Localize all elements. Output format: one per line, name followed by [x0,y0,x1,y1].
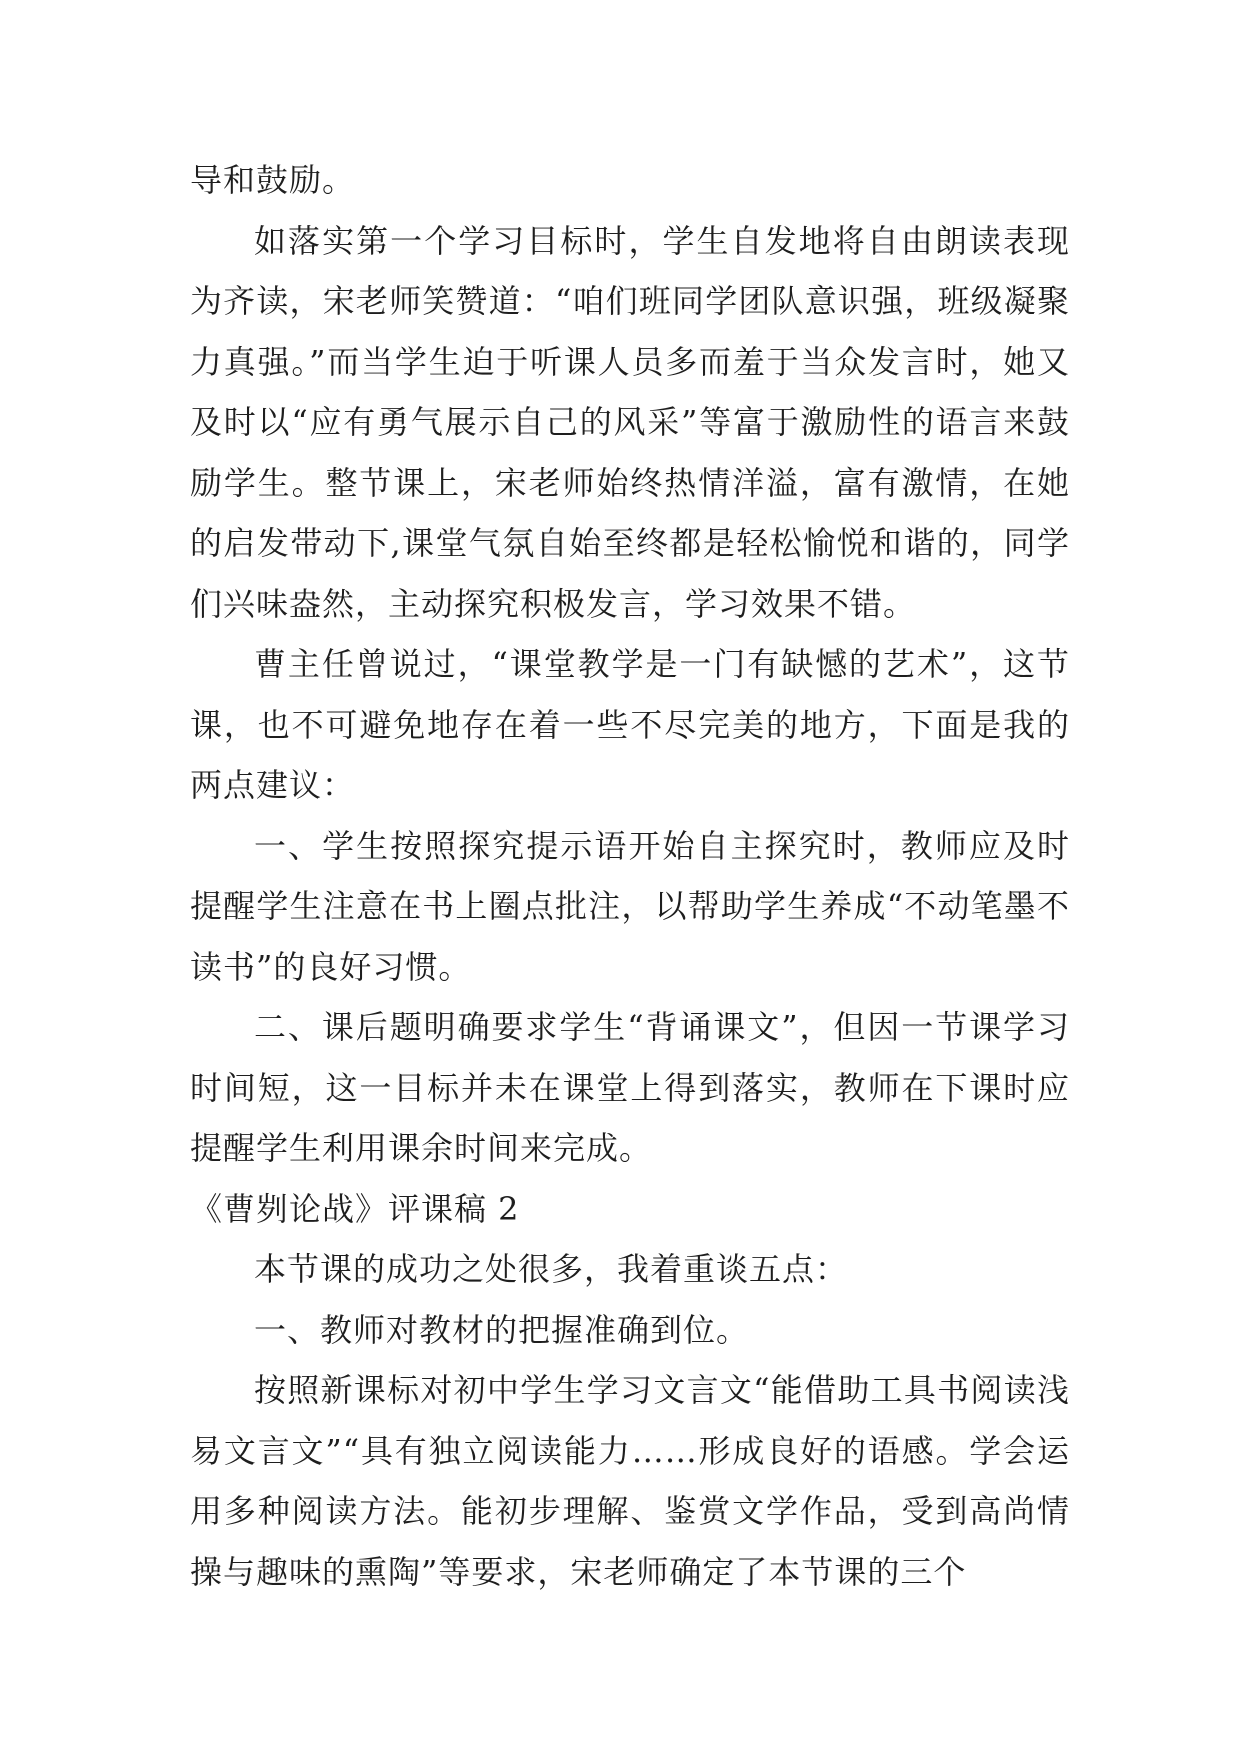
paragraph: 一、学生按照探究提示语开始自主探究时，教师应及时提醒学生注意在书上圈点批注，以帮助学生养成“不动笔墨不读书”的良好习惯。 [190,826,1070,986]
paragraph: 二、课后题明确要求学生“背诵课文”，但因一节课学习时间短，这一目标并未在课堂上得到落实，教师在下课时应提醒学生利用课余时间来完成。 [190,1008,1070,1167]
paragraph: 导和鼓励。 [190,161,356,199]
paragraph: 按照新课标对初中学生学习文言文“能借助工具书阅读浅易文言文”“具有独立阅读能力……形成良好的语感。学会运用多种阅读方法。能初步理解、鉴赏文学作品，受到高尚情操与趣味的熏陶”等要求，宋老师确定了本节课的三个 [190,1371,1070,1591]
document-body [190,150,1070,1602]
paragraph: 一、教师对教材的把握准确到位。 [254,1310,750,1349]
paragraph: 曹主任曾说过，“课堂教学是一门有缺憾的艺术”，这节课，也不可避免地存在着一些不尽完美的地方，下面是我的两点建议： [190,645,1070,804]
section-title: 《曹刿论战》评课稿 2 [190,1189,520,1228]
paragraph: 如落实第一个学习目标时，学生自发地将自由朗读表现为齐读，宋老师笑赞道：“咱们班同学团队意识强，班级凝聚力真强。”而当学生迫于听课人员多而羞于当众发言时，她又及时以“应有勇气展示自己的风采”等富于激励性的语言来鼓励学生。整节课上，宋老师始终热情洋溢，富有激情，在她的启发带动下,课堂气氛自始至终都是轻松愉悦和谐的，同学们兴味盎然，主动探究积极发言，学习效果不错。 [190,221,1070,623]
paragraph: 本节课的成功之处很多，我着重谈五点： [254,1250,849,1288]
